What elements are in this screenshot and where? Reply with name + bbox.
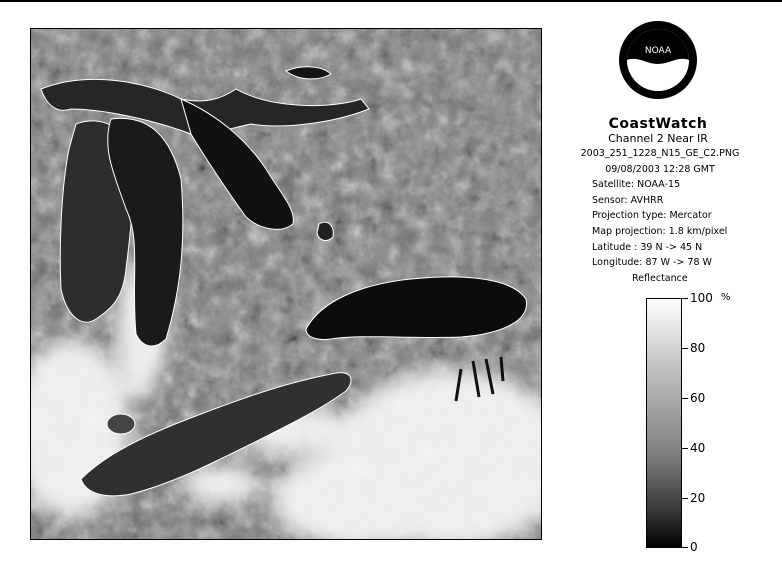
noaa-seal-icon — [618, 20, 698, 100]
metadata-panel — [570, 146, 750, 271]
colorbar-tick-label: 60 — [690, 391, 706, 405]
satellite-text: Satellite: NOAA-15 — [592, 179, 681, 191]
colorbar-tick — [682, 448, 688, 449]
colorbar-tick-label: 20 — [690, 491, 706, 505]
noaa-logo-text: NOAA — [644, 46, 672, 56]
colorbar-tick — [682, 547, 688, 548]
colorbar-tick — [682, 398, 688, 399]
colorbar-tick-label: 0 — [690, 540, 698, 554]
reflectance-colorbar — [646, 298, 682, 548]
sensor-text: Sensor: AVHRR — [592, 194, 664, 206]
top-rule — [0, 0, 782, 2]
filename-text: 2003_251_1228_N15_GE_C2.PNG — [580, 148, 740, 159]
colorbar-tick — [682, 298, 688, 299]
colorbar-tick — [682, 498, 688, 499]
longitude-text: Longitude: 87 W -> 78 W — [592, 257, 712, 269]
datetime-text: 09/08/2003 12:28 GMT — [605, 163, 715, 175]
colorbar-title: Reflectance — [632, 273, 688, 284]
colorbar-tick-label: 100 — [690, 291, 713, 305]
map-projection-text: Map projection: 1.8 km/pixel — [592, 225, 728, 237]
satellite-map-image — [30, 28, 542, 540]
colorbar-tick-label: 80 — [690, 341, 706, 355]
colorbar-tick — [682, 348, 688, 349]
projection-type-text: Projection type: Mercator — [592, 210, 712, 222]
colorbar-tick-label: 40 — [690, 441, 706, 455]
channel-subtitle: Channel 2 Near IR — [608, 132, 708, 145]
product-title: CoastWatch — [608, 116, 708, 132]
colorbar-unit: % — [721, 292, 731, 303]
latitude-text: Latitude : 39 N -> 45 N — [592, 241, 703, 253]
